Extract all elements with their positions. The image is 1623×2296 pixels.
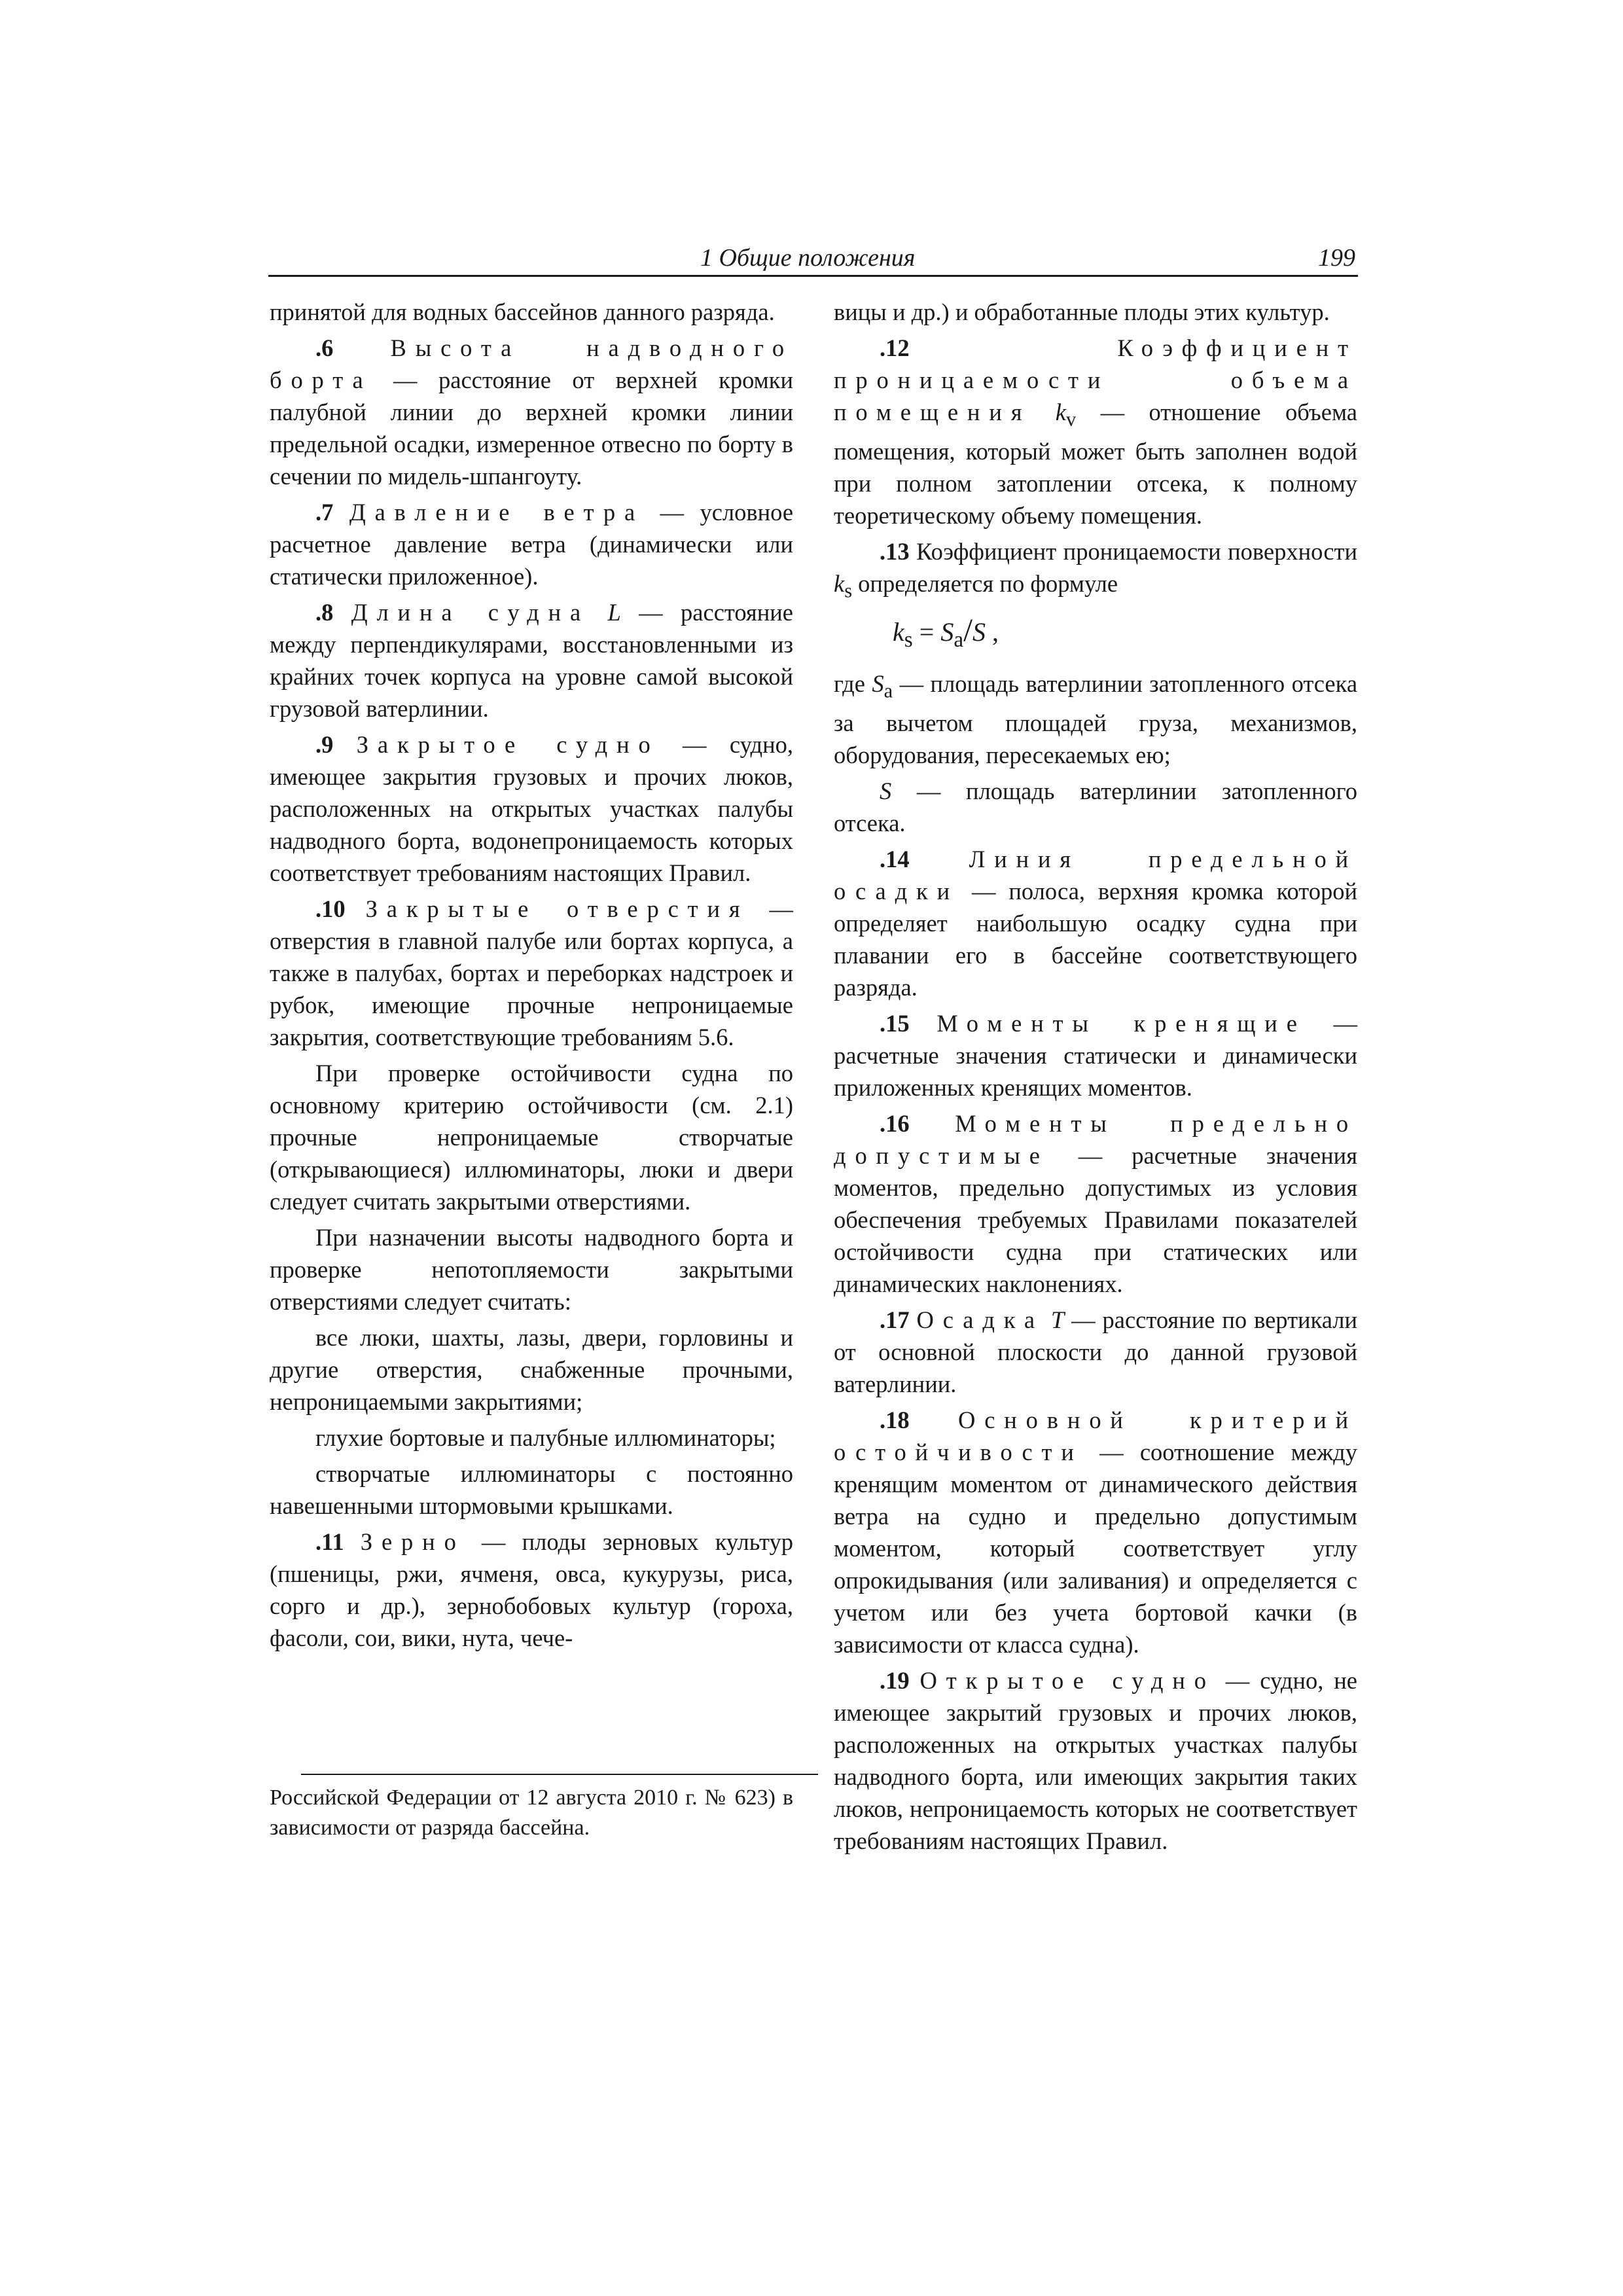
footnote-text: Российской Федерации от 12 августа 2010 г. № 623) в зависимости от разряда бассейна. (270, 1785, 793, 1840)
left-column (270, 296, 793, 1658)
formula-explanation (834, 775, 1357, 839)
running-header (268, 241, 1358, 277)
definition-text: — расчетные значения моментов, предельно допустимых из условия обеспечения требуемых Правилами показателей остойчивости судна при статических или динамических наклонениях. (834, 1141, 1357, 1297)
definition-16 (834, 1107, 1357, 1300)
definition-text: — плоды зерновых культур (пшеницы, ржи, ячменя, овса, кукурузы, риса, сорго и др.), зернобобовых культур (гороха, фасоли, сои, вики, нута, чече- (270, 1528, 793, 1651)
definition-13 (834, 535, 1357, 607)
paragraph: принятой для водных бассейнов данного разряда. (270, 298, 775, 325)
formula-tail: , (986, 617, 999, 647)
definition-text: — судно, не имеющее закрытий грузовых и прочих люков, расположенных на открытых участках палубы надводного борта, или имеющих закрытия таких люков, непроницаемость которых не соответствует требованиям настоящих Правил. (834, 1666, 1358, 1854)
formula-explanation (834, 668, 1357, 771)
definition-text: — судно, имеющее закрытия грузовых и прочих люков, расположенных на открытых участках палубы надводного борта, водонепроницаемость которых соответствует требованиям настоящих Правил. (270, 731, 794, 886)
definition-text: Коэффициент проницаемости поверхности (916, 538, 1358, 565)
term: Осадка (916, 1306, 1044, 1333)
paragraph: вицы и др.) и обработанные плоды этих культур. (834, 298, 1330, 325)
definition-18 (834, 1404, 1357, 1660)
symbol-subscript: s (844, 579, 853, 602)
definition-text: определяется по формуле (858, 570, 1118, 598)
term: Давление ветра (349, 499, 645, 526)
term: Высота надводного борта (270, 334, 793, 393)
item-number: .9 (315, 731, 334, 758)
item-number: .17 (880, 1306, 910, 1333)
definition-text: — отношение объема помещения, который может быть заполнен водой при полном затоплении отсека, к полному теоретическому объему помещения. (834, 399, 1358, 529)
definition-text: — соотношение между кренящим моментом от динамического действия ветра на судно и предельно допустимым моментом, который соответствует углу опрокидывания (или заливания) и определяется с учетом или без учета бортовой качки (в зависимости от класса судна). (834, 1438, 1357, 1658)
item-number: .14 (880, 845, 910, 872)
item-number: .6 (315, 334, 334, 361)
list-item: глухие бортовые и палубные иллюминаторы; (315, 1424, 776, 1451)
chapter-title: 1 Общие положения (700, 244, 916, 272)
symbol-subscript: v (1066, 408, 1077, 431)
item-number: .13 (880, 538, 910, 565)
item-number: .7 (315, 499, 334, 526)
formula-denominator: S (972, 617, 986, 647)
item-number: .11 (315, 1528, 344, 1555)
definition-11 (270, 1526, 793, 1654)
definition-text: — расстояние по вертикали от основной плоскости до данной грузовой ватерлинии. (834, 1306, 1357, 1397)
symbol: k (834, 570, 845, 598)
item-number: .10 (315, 895, 346, 922)
term: Открытое судно (919, 1666, 1215, 1694)
definition-19 (834, 1664, 1357, 1857)
definition-text: — отверстия в главной палубе или бортах корпуса, а также в палубах, бортах и переборках надстроек и рубок, имеющие прочные непроницаемые закрытия, соответствующие требованиям 5.6. (270, 895, 794, 1050)
term: Зерно (360, 1528, 465, 1555)
term: Длина судна (351, 599, 590, 626)
symbol: T (1050, 1306, 1065, 1333)
definition-text: — расчетные значения статически и динамически приложенных кренящих моментов. (834, 1009, 1357, 1101)
formula-lhs-subscript: s (904, 627, 913, 652)
symbol: S (880, 777, 892, 804)
term: Линия предельной осадки (834, 845, 1358, 905)
definition-14 (834, 843, 1357, 1003)
term: Моменты предельно допустимые (834, 1109, 1357, 1169)
symbol: k (1055, 399, 1066, 425)
definition-12 (834, 332, 1357, 531)
definition-17 (834, 1304, 1357, 1400)
formula (834, 611, 1357, 656)
definition-text: — площадь ватерлинии затопленного отсека. (834, 777, 1357, 836)
definition-text: — расстояние между перпендикулярами, восстановленными из крайних точек корпуса на уровне самой высокой грузовой ватерлинии. (270, 599, 793, 722)
formula-lhs: k (893, 617, 904, 647)
page-number: 199 (1318, 244, 1355, 272)
item-number: .15 (880, 1009, 910, 1037)
formula-numerator: S (940, 617, 954, 647)
definition-text: — расстояние от верхней кромки палубной линии до верхней кромки линии предельной осадки, измеренное отвесно по борту в сечении по мидель-шпангоуту. (270, 367, 793, 490)
term: Закрытые отверстия (365, 895, 749, 922)
list-item: створчатые иллюминаторы с постоянно навешенными штормовыми крышками. (270, 1460, 793, 1519)
definition-8 (270, 596, 793, 725)
paragraph: При назначении высоты надводного борта и проверке непотопляемости закрытыми отверстиями следует считать: (270, 1224, 793, 1315)
where-word: где (834, 670, 865, 697)
term: Закрытое судно (356, 731, 660, 758)
item-number: .8 (315, 599, 334, 626)
definition-7 (270, 496, 793, 592)
definition-15 (834, 1007, 1357, 1103)
formula-slash: / (963, 611, 973, 648)
item-number: .18 (880, 1406, 910, 1433)
footnote (270, 1783, 793, 1843)
definition-9 (270, 728, 793, 889)
footnote-divider (301, 1774, 818, 1775)
symbol: L (607, 599, 621, 626)
list-item: все люки, шахты, лазы, двери, горловины и другие отверстия, снабженные прочными, непроницаемыми закрытиями; (270, 1324, 793, 1415)
definition-text: — полоса, верхняя кромка которой определяет наибольшую осадку судна при плавании его в бассейне соответствующего разряда. (834, 877, 1357, 1001)
term: Коэффициент проницаемости объема помещения (834, 334, 1357, 425)
paragraph: При проверке остойчивости судна по основному критерию остойчивости (см. 2.1) прочные непроницаемые створчатые (открывающиеся) иллюминаторы, люки и двери следует считать закрытыми отверстиями. (270, 1060, 793, 1215)
definition-10 (270, 893, 793, 1053)
definition-6 (270, 332, 793, 492)
term: Основной критерий остойчивости (834, 1406, 1358, 1465)
item-number: .19 (880, 1666, 910, 1694)
item-number: .12 (880, 334, 910, 361)
symbol-subscript: a (883, 679, 893, 702)
symbol: S (872, 670, 884, 697)
right-column (834, 296, 1357, 1861)
term: Моменты кренящие (936, 1009, 1306, 1037)
item-number: .16 (880, 1109, 910, 1137)
formula-equals: = (912, 617, 941, 647)
definition-text: — площадь ватерлинии затопленного отсека за вычетом площадей груза, механизмов, оборудования, пересекаемых ею; (834, 670, 1358, 768)
definition-text: — условное расчетное давление ветра (динамически или статически приложенное). (270, 499, 794, 590)
formula-numerator-subscript: a (954, 627, 964, 652)
